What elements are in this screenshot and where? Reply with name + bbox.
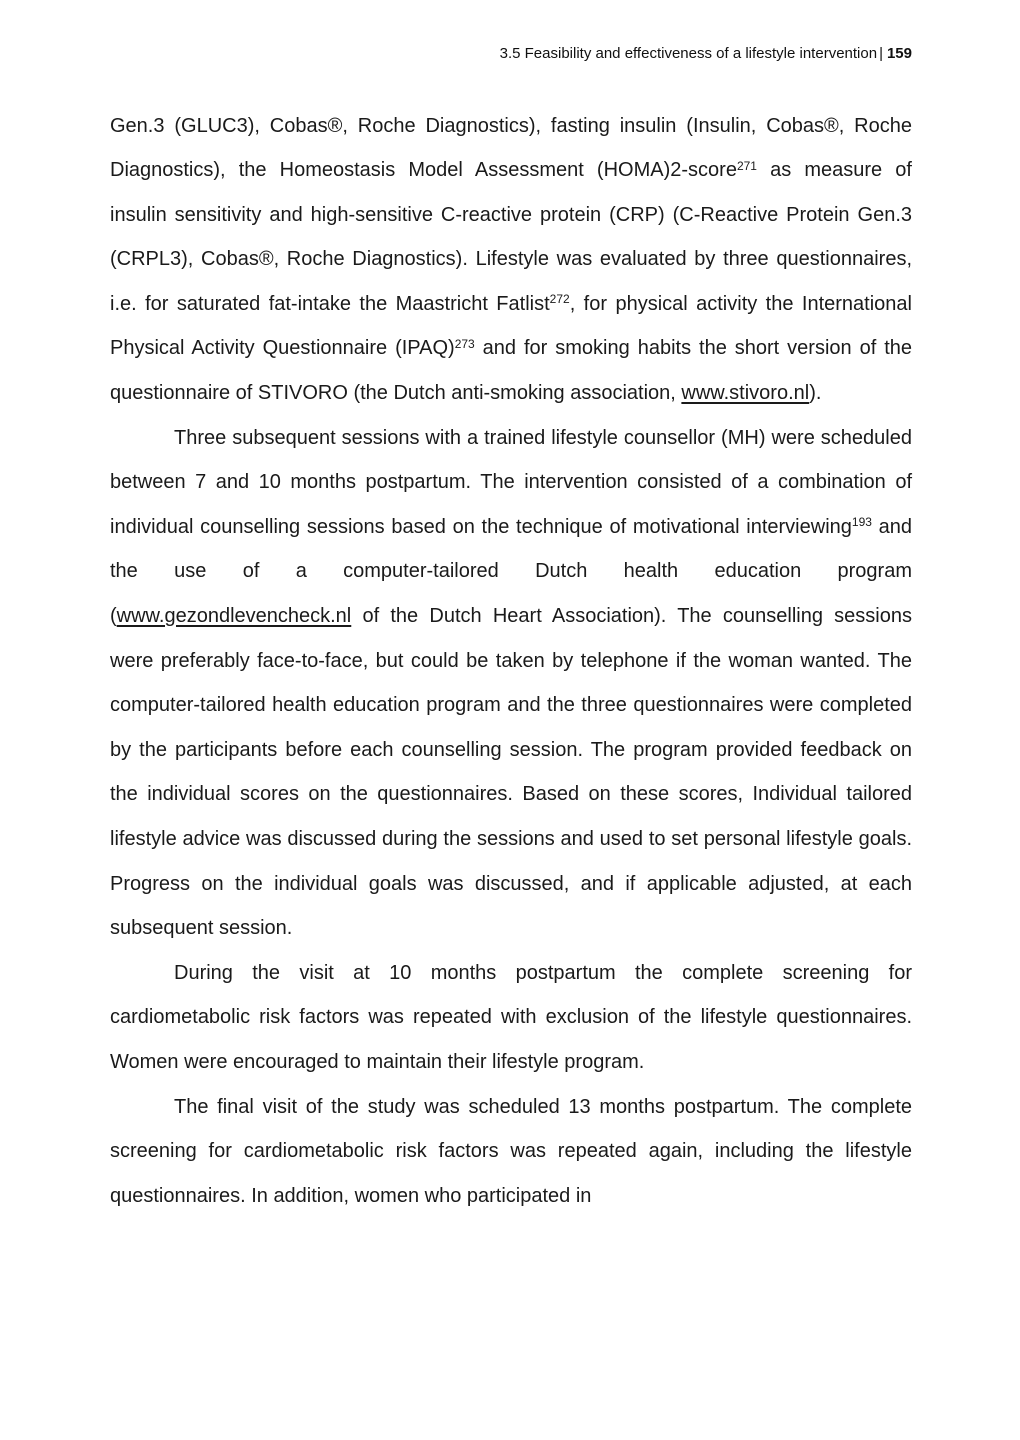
paragraph-text: The final visit of the study was scheduled 13 months postpartum. The complete screening for cardiometabolic risk factors was repeated again, including the lifestyle questionnaires. In addition, women who participated in xyxy=(110,1095,912,1207)
body-text xyxy=(110,104,912,1219)
paragraph-text: of the Dutch Heart Association). The counselling sessions were preferably face-to-face, but could be taken by telephone if the woman wanted. The computer-tailored health education program and the three questionnaires were completed by the participants before each counselling session. The program provided feedback on the individual scores on the questionnaires. Based on these scores, Individual tailored lifestyle advice was discussed during the sessions and used to set personal lifestyle goals. Progress on the individual goals was discussed, and if applicable adjusted, at each subsequent session. xyxy=(110,605,912,940)
header-section-title: 3.5 Feasibility and effectiveness of a lifestyle intervention xyxy=(499,45,878,62)
paragraph-text: and for smoking habits the short version of the questionnaire of STIVORO (the Dutch anti-smoking association, xyxy=(110,337,913,405)
gezondlevencheck-link[interactable]: www.gezondlevencheck.nl xyxy=(116,605,352,628)
paragraph xyxy=(110,416,912,951)
superscript-reference: 273 xyxy=(454,336,475,351)
paragraph-text: ). xyxy=(809,382,822,405)
page-number: 159 xyxy=(886,45,912,62)
superscript-reference: 271 xyxy=(736,158,757,173)
running-header xyxy=(110,44,912,64)
paragraph-text: and the use of a computer-tailored Dutch health education program ( xyxy=(110,515,912,628)
paragraph-text: During the visit at 10 months postpartum the complete screening for cardiometabolic risk factors was repeated with exclusion of the lifestyle questionnaires. Women were encouraged to maintain their lifestyle program. xyxy=(110,961,912,1073)
paragraph-text: Three subsequent sessions with a trained lifestyle counsellor (MH) were scheduled between 7 and 10 months postpartum. The intervention consisted of a combination of individual counselling sessions based on the technique of motivational interviewing xyxy=(110,426,912,538)
header-separator: | xyxy=(879,45,883,62)
stivoro-link[interactable]: www.stivoro.nl xyxy=(681,382,810,405)
paragraph-text: as measure of insulin sensitivity and high-sensitive C-reactive protein (CRP) (C-Reactive Protein Gen.3 (CRPL3), Cobas®, Roche Diagnostics). Lifestyle was evaluated by three questionnaires, i.e. for saturated fat-intake the Maastricht Fatlist xyxy=(110,159,912,315)
superscript-reference: 193 xyxy=(851,515,872,530)
paragraph xyxy=(110,104,912,416)
paragraph xyxy=(110,951,912,1085)
paragraph-text: Gen.3 (GLUC3), Cobas®, Roche Diagnostics), fasting insulin (Insulin, Cobas®, Roche Diagnostics), the Homeostasis Model Assessment (HOMA)2-score xyxy=(110,114,912,182)
page-content xyxy=(110,44,912,1218)
superscript-reference: 272 xyxy=(549,292,570,307)
paragraph xyxy=(110,1085,912,1219)
paragraph-text: , for physical activity the International Physical Activity Questionnaire (IPAQ) xyxy=(110,292,912,360)
